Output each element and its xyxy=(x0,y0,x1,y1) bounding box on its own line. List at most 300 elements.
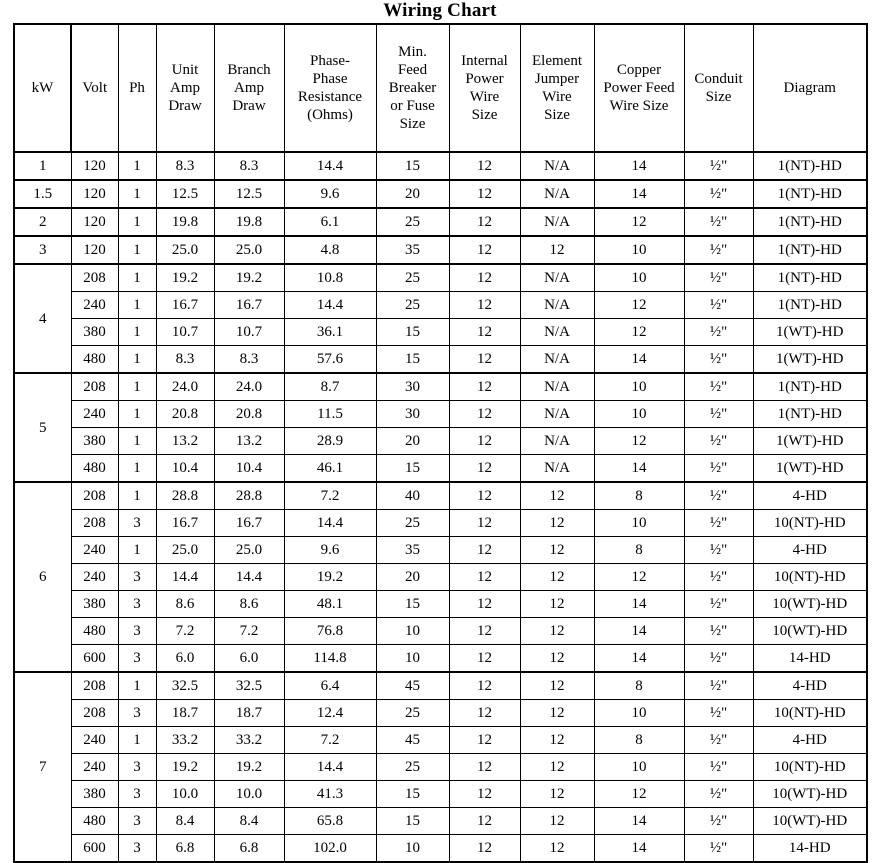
cell-conduit-size xyxy=(684,618,753,645)
cell-branch-amp-draw: 32.5 xyxy=(214,672,284,700)
conduit-size-value: ½" xyxy=(709,840,728,856)
cell-min-feed-breaker-or-fuse-size: 15 xyxy=(376,455,449,483)
cell-phase: 1 xyxy=(118,264,156,292)
cell-min-feed-breaker-or-fuse-size: 25 xyxy=(376,292,449,319)
table-row xyxy=(14,700,867,727)
cell-internal-power-wire-size: 12 xyxy=(449,835,520,863)
cell-internal-power-wire-size: 12 xyxy=(449,618,520,645)
cell-conduit-size xyxy=(684,373,753,401)
cell-phase: 3 xyxy=(118,618,156,645)
cell-element-jumper-wire-size: N/A xyxy=(520,319,594,346)
conduit-size-value: ½" xyxy=(709,678,728,694)
conduit-size-value: ½" xyxy=(709,732,728,748)
cell-branch-amp-draw: 8.3 xyxy=(214,346,284,374)
cell-phase-phase-resistance: 14.4 xyxy=(284,292,376,319)
cell-min-feed-breaker-or-fuse-size: 15 xyxy=(376,346,449,374)
conduit-size-value: ½" xyxy=(709,406,728,422)
cell-branch-amp-draw: 10.4 xyxy=(214,455,284,483)
cell-element-jumper-wire-size: N/A xyxy=(520,428,594,455)
cell-phase: 1 xyxy=(118,401,156,428)
column-header-label: Diagram xyxy=(783,80,836,96)
cell-copper-power-feed-wire-size: 14 xyxy=(594,152,684,180)
conduit-size-value: ½" xyxy=(709,759,728,775)
cell-branch-amp-draw: 14.4 xyxy=(214,564,284,591)
table-row xyxy=(14,537,867,564)
page-title: Wiring Chart xyxy=(383,0,497,21)
cell-internal-power-wire-size: 12 xyxy=(449,482,520,510)
cell-conduit-size xyxy=(684,264,753,292)
cell-phase: 1 xyxy=(118,152,156,180)
cell-copper-power-feed-wire-size: 8 xyxy=(594,672,684,700)
cell-copper-power-feed-wire-size: 12 xyxy=(594,428,684,455)
cell-phase: 1 xyxy=(118,236,156,264)
cell-conduit-size xyxy=(684,346,753,374)
cell-unit-amp-draw: 24.0 xyxy=(156,373,214,401)
cell-internal-power-wire-size: 12 xyxy=(449,591,520,618)
cell-volt: 380 xyxy=(71,319,118,346)
header-row xyxy=(14,24,867,152)
cell-min-feed-breaker-or-fuse-size: 25 xyxy=(376,754,449,781)
cell-internal-power-wire-size: 12 xyxy=(449,152,520,180)
column-header-label: Min. Feed Breaker or Fuse Size xyxy=(388,44,437,132)
table-row xyxy=(14,618,867,645)
cell-element-jumper-wire-size: N/A xyxy=(520,455,594,483)
cell-min-feed-breaker-or-fuse-size: 15 xyxy=(376,152,449,180)
conduit-size-value: ½" xyxy=(709,351,728,367)
cell-phase-phase-resistance: 14.4 xyxy=(284,152,376,180)
cell-min-feed-breaker-or-fuse-size: 35 xyxy=(376,537,449,564)
table-header xyxy=(14,24,867,152)
column-header-unit-amp-draw xyxy=(156,24,214,152)
table-row xyxy=(14,645,867,673)
table-row xyxy=(14,564,867,591)
cell-min-feed-breaker-or-fuse-size: 25 xyxy=(376,700,449,727)
table-row xyxy=(14,236,867,264)
cell-phase-phase-resistance: 19.2 xyxy=(284,564,376,591)
cell-min-feed-breaker-or-fuse-size: 25 xyxy=(376,264,449,292)
conduit-size-value: ½" xyxy=(709,786,728,802)
cell-internal-power-wire-size: 12 xyxy=(449,208,520,236)
cell-phase-phase-resistance: 10.8 xyxy=(284,264,376,292)
cell-internal-power-wire-size: 12 xyxy=(449,510,520,537)
cell-min-feed-breaker-or-fuse-size: 15 xyxy=(376,781,449,808)
cell-internal-power-wire-size: 12 xyxy=(449,236,520,264)
cell-phase: 3 xyxy=(118,591,156,618)
cell-element-jumper-wire-size: 12 xyxy=(520,236,594,264)
cell-kw: 3 xyxy=(14,236,71,264)
cell-phase: 1 xyxy=(118,727,156,754)
table-row xyxy=(14,180,867,208)
cell-phase-phase-resistance: 65.8 xyxy=(284,808,376,835)
cell-diagram: 1(WT)-HD xyxy=(753,319,867,346)
cell-copper-power-feed-wire-size: 10 xyxy=(594,510,684,537)
cell-phase: 1 xyxy=(118,346,156,374)
cell-kw: 2 xyxy=(14,208,71,236)
cell-phase: 3 xyxy=(118,645,156,673)
cell-conduit-size xyxy=(684,754,753,781)
table-row xyxy=(14,208,867,236)
cell-min-feed-breaker-or-fuse-size: 45 xyxy=(376,727,449,754)
cell-branch-amp-draw: 13.2 xyxy=(214,428,284,455)
cell-copper-power-feed-wire-size: 12 xyxy=(594,319,684,346)
column-header-label: Conduit Size xyxy=(694,71,743,105)
cell-element-jumper-wire-size: 12 xyxy=(520,564,594,591)
cell-conduit-size xyxy=(684,727,753,754)
conduit-size-value: ½" xyxy=(709,379,728,395)
cell-branch-amp-draw: 7.2 xyxy=(214,618,284,645)
column-header-conduit-size xyxy=(684,24,753,152)
column-header-label: Copper Power Feed Wire Size xyxy=(603,62,675,114)
conduit-size-value: ½" xyxy=(709,596,728,612)
cell-diagram: 10(WT)-HD xyxy=(753,591,867,618)
cell-internal-power-wire-size: 12 xyxy=(449,455,520,483)
cell-phase: 3 xyxy=(118,700,156,727)
cell-min-feed-breaker-or-fuse-size: 15 xyxy=(376,319,449,346)
cell-diagram: 1(WT)-HD xyxy=(753,428,867,455)
table-row xyxy=(14,835,867,863)
cell-phase-phase-resistance: 11.5 xyxy=(284,401,376,428)
cell-kw: 4 xyxy=(14,264,71,373)
cell-copper-power-feed-wire-size: 10 xyxy=(594,373,684,401)
conduit-size-value: ½" xyxy=(709,324,728,340)
cell-element-jumper-wire-size: 12 xyxy=(520,618,594,645)
cell-internal-power-wire-size: 12 xyxy=(449,428,520,455)
cell-unit-amp-draw: 8.4 xyxy=(156,808,214,835)
cell-min-feed-breaker-or-fuse-size: 15 xyxy=(376,591,449,618)
cell-diagram: 1(NT)-HD xyxy=(753,401,867,428)
cell-unit-amp-draw: 18.7 xyxy=(156,700,214,727)
cell-internal-power-wire-size: 12 xyxy=(449,564,520,591)
cell-phase: 1 xyxy=(118,672,156,700)
cell-min-feed-breaker-or-fuse-size: 35 xyxy=(376,236,449,264)
cell-phase: 3 xyxy=(118,510,156,537)
cell-internal-power-wire-size: 12 xyxy=(449,346,520,374)
cell-internal-power-wire-size: 12 xyxy=(449,264,520,292)
conduit-size-value: ½" xyxy=(709,186,728,202)
table-row xyxy=(14,152,867,180)
cell-internal-power-wire-size: 12 xyxy=(449,754,520,781)
cell-min-feed-breaker-or-fuse-size: 25 xyxy=(376,510,449,537)
cell-element-jumper-wire-size: N/A xyxy=(520,401,594,428)
column-header-label: kW xyxy=(31,80,54,96)
cell-phase: 1 xyxy=(118,180,156,208)
cell-volt: 480 xyxy=(71,455,118,483)
cell-phase-phase-resistance: 12.4 xyxy=(284,700,376,727)
cell-internal-power-wire-size: 12 xyxy=(449,672,520,700)
cell-branch-amp-draw: 16.7 xyxy=(214,292,284,319)
cell-diagram: 4-HD xyxy=(753,537,867,564)
cell-element-jumper-wire-size: 12 xyxy=(520,591,594,618)
cell-volt: 380 xyxy=(71,781,118,808)
conduit-size-value: ½" xyxy=(709,813,728,829)
cell-volt: 208 xyxy=(71,482,118,510)
cell-branch-amp-draw: 16.7 xyxy=(214,510,284,537)
cell-conduit-size xyxy=(684,401,753,428)
cell-min-feed-breaker-or-fuse-size: 10 xyxy=(376,645,449,673)
cell-conduit-size xyxy=(684,808,753,835)
cell-kw: 1.5 xyxy=(14,180,71,208)
cell-phase-phase-resistance: 46.1 xyxy=(284,455,376,483)
cell-conduit-size xyxy=(684,645,753,673)
cell-branch-amp-draw: 6.8 xyxy=(214,835,284,863)
cell-diagram: 1(NT)-HD xyxy=(753,236,867,264)
cell-phase-phase-resistance: 8.7 xyxy=(284,373,376,401)
cell-element-jumper-wire-size: 12 xyxy=(520,835,594,863)
conduit-size-value: ½" xyxy=(709,650,728,666)
column-header-label: Unit Amp Draw xyxy=(168,62,202,114)
column-header-label: Phase- Phase Resistance (Ohms) xyxy=(297,53,363,123)
conduit-size-value: ½" xyxy=(709,542,728,558)
cell-kw: 1 xyxy=(14,152,71,180)
conduit-size-value: ½" xyxy=(709,158,728,174)
wiring-chart-table xyxy=(13,23,868,863)
cell-conduit-size xyxy=(684,208,753,236)
table-body xyxy=(14,152,867,862)
column-header-phase-phase-resistance xyxy=(284,24,376,152)
cell-unit-amp-draw: 25.0 xyxy=(156,236,214,264)
cell-branch-amp-draw: 12.5 xyxy=(214,180,284,208)
cell-conduit-size xyxy=(684,672,753,700)
cell-volt: 600 xyxy=(71,835,118,863)
cell-volt: 240 xyxy=(71,401,118,428)
cell-volt: 240 xyxy=(71,754,118,781)
cell-phase: 1 xyxy=(118,373,156,401)
cell-phase: 3 xyxy=(118,564,156,591)
cell-phase-phase-resistance: 6.1 xyxy=(284,208,376,236)
cell-diagram: 10(WT)-HD xyxy=(753,808,867,835)
cell-element-jumper-wire-size: N/A xyxy=(520,346,594,374)
column-header-copper-power-feed-wire-size xyxy=(594,24,684,152)
cell-kw: 5 xyxy=(14,373,71,482)
column-header-diagram xyxy=(753,24,867,152)
cell-conduit-size xyxy=(684,591,753,618)
table-row xyxy=(14,808,867,835)
cell-diagram: 10(WT)-HD xyxy=(753,618,867,645)
cell-min-feed-breaker-or-fuse-size: 15 xyxy=(376,808,449,835)
cell-min-feed-breaker-or-fuse-size: 20 xyxy=(376,180,449,208)
table-row xyxy=(14,455,867,483)
column-header-branch-amp-draw xyxy=(214,24,284,152)
cell-internal-power-wire-size: 12 xyxy=(449,781,520,808)
cell-element-jumper-wire-size: 12 xyxy=(520,754,594,781)
cell-copper-power-feed-wire-size: 10 xyxy=(594,236,684,264)
cell-element-jumper-wire-size: N/A xyxy=(520,180,594,208)
cell-unit-amp-draw: 10.7 xyxy=(156,319,214,346)
cell-unit-amp-draw: 13.2 xyxy=(156,428,214,455)
column-header-min-feed-breaker-or-fuse-size xyxy=(376,24,449,152)
cell-element-jumper-wire-size: 12 xyxy=(520,700,594,727)
conduit-size-value: ½" xyxy=(709,297,728,313)
cell-internal-power-wire-size: 12 xyxy=(449,292,520,319)
cell-element-jumper-wire-size: N/A xyxy=(520,264,594,292)
cell-conduit-size xyxy=(684,835,753,863)
cell-diagram: 1(WT)-HD xyxy=(753,346,867,374)
conduit-size-value: ½" xyxy=(709,433,728,449)
cell-diagram: 4-HD xyxy=(753,482,867,510)
cell-unit-amp-draw: 8.3 xyxy=(156,152,214,180)
cell-volt: 208 xyxy=(71,264,118,292)
cell-element-jumper-wire-size: N/A xyxy=(520,292,594,319)
cell-element-jumper-wire-size: 12 xyxy=(520,482,594,510)
column-header-internal-power-wire-size xyxy=(449,24,520,152)
cell-branch-amp-draw: 18.7 xyxy=(214,700,284,727)
cell-volt: 208 xyxy=(71,700,118,727)
table-row xyxy=(14,591,867,618)
cell-copper-power-feed-wire-size: 12 xyxy=(594,564,684,591)
cell-element-jumper-wire-size: N/A xyxy=(520,373,594,401)
cell-phase-phase-resistance: 4.8 xyxy=(284,236,376,264)
cell-copper-power-feed-wire-size: 12 xyxy=(594,292,684,319)
conduit-size-value: ½" xyxy=(709,214,728,230)
cell-branch-amp-draw: 19.2 xyxy=(214,264,284,292)
column-header-label: Ph xyxy=(129,80,145,96)
cell-kw: 7 xyxy=(14,672,71,862)
cell-phase: 1 xyxy=(118,319,156,346)
cell-phase-phase-resistance: 36.1 xyxy=(284,319,376,346)
cell-unit-amp-draw: 16.7 xyxy=(156,510,214,537)
cell-branch-amp-draw: 19.2 xyxy=(214,754,284,781)
cell-volt: 480 xyxy=(71,618,118,645)
cell-conduit-size xyxy=(684,510,753,537)
cell-diagram: 14-HD xyxy=(753,645,867,673)
cell-internal-power-wire-size: 12 xyxy=(449,537,520,564)
cell-unit-amp-draw: 19.8 xyxy=(156,208,214,236)
cell-conduit-size xyxy=(684,236,753,264)
conduit-size-value: ½" xyxy=(709,705,728,721)
cell-phase-phase-resistance: 41.3 xyxy=(284,781,376,808)
cell-phase: 1 xyxy=(118,455,156,483)
cell-unit-amp-draw: 14.4 xyxy=(156,564,214,591)
cell-unit-amp-draw: 19.2 xyxy=(156,264,214,292)
cell-unit-amp-draw: 6.8 xyxy=(156,835,214,863)
cell-unit-amp-draw: 12.5 xyxy=(156,180,214,208)
cell-volt: 240 xyxy=(71,564,118,591)
cell-branch-amp-draw: 28.8 xyxy=(214,482,284,510)
conduit-size-value: ½" xyxy=(709,569,728,585)
cell-conduit-size xyxy=(684,319,753,346)
conduit-size-value: ½" xyxy=(709,460,728,476)
cell-phase: 3 xyxy=(118,781,156,808)
cell-volt: 380 xyxy=(71,591,118,618)
cell-min-feed-breaker-or-fuse-size: 10 xyxy=(376,618,449,645)
cell-diagram: 10(WT)-HD xyxy=(753,781,867,808)
cell-volt: 120 xyxy=(71,180,118,208)
wiring-chart-table-container xyxy=(13,23,866,863)
cell-branch-amp-draw: 10.0 xyxy=(214,781,284,808)
cell-conduit-size xyxy=(684,428,753,455)
cell-volt: 480 xyxy=(71,808,118,835)
cell-min-feed-breaker-or-fuse-size: 10 xyxy=(376,835,449,863)
cell-copper-power-feed-wire-size: 14 xyxy=(594,645,684,673)
cell-internal-power-wire-size: 12 xyxy=(449,700,520,727)
cell-internal-power-wire-size: 12 xyxy=(449,180,520,208)
conduit-size-value: ½" xyxy=(709,270,728,286)
cell-phase: 3 xyxy=(118,754,156,781)
cell-phase: 3 xyxy=(118,808,156,835)
cell-copper-power-feed-wire-size: 14 xyxy=(594,346,684,374)
cell-volt: 480 xyxy=(71,346,118,374)
cell-diagram: 1(WT)-HD xyxy=(753,455,867,483)
cell-conduit-size xyxy=(684,292,753,319)
cell-phase-phase-resistance: 9.6 xyxy=(284,537,376,564)
table-row xyxy=(14,319,867,346)
table-row xyxy=(14,373,867,401)
cell-conduit-size xyxy=(684,781,753,808)
cell-branch-amp-draw: 8.4 xyxy=(214,808,284,835)
cell-element-jumper-wire-size: 12 xyxy=(520,808,594,835)
cell-phase-phase-resistance: 7.2 xyxy=(284,727,376,754)
cell-diagram: 1(NT)-HD xyxy=(753,208,867,236)
cell-volt: 240 xyxy=(71,537,118,564)
cell-branch-amp-draw: 25.0 xyxy=(214,537,284,564)
cell-element-jumper-wire-size: 12 xyxy=(520,672,594,700)
column-header-element-jumper-wire-size xyxy=(520,24,594,152)
cell-volt: 240 xyxy=(71,292,118,319)
column-header-kw xyxy=(14,24,71,152)
cell-volt: 240 xyxy=(71,727,118,754)
cell-min-feed-breaker-or-fuse-size: 20 xyxy=(376,428,449,455)
cell-copper-power-feed-wire-size: 14 xyxy=(594,591,684,618)
cell-volt: 208 xyxy=(71,373,118,401)
cell-unit-amp-draw: 10.4 xyxy=(156,455,214,483)
cell-kw: 6 xyxy=(14,482,71,672)
cell-unit-amp-draw: 19.2 xyxy=(156,754,214,781)
column-header-phase xyxy=(118,24,156,152)
cell-copper-power-feed-wire-size: 14 xyxy=(594,835,684,863)
column-header-label: Volt xyxy=(82,80,108,96)
cell-unit-amp-draw: 8.6 xyxy=(156,591,214,618)
cell-phase-phase-resistance: 14.4 xyxy=(284,754,376,781)
cell-conduit-size xyxy=(684,482,753,510)
cell-phase: 1 xyxy=(118,292,156,319)
cell-diagram: 1(NT)-HD xyxy=(753,264,867,292)
cell-volt: 120 xyxy=(71,152,118,180)
cell-conduit-size xyxy=(684,700,753,727)
cell-copper-power-feed-wire-size: 8 xyxy=(594,482,684,510)
cell-branch-amp-draw: 33.2 xyxy=(214,727,284,754)
conduit-size-value: ½" xyxy=(709,488,728,504)
column-header-label: Internal Power Wire Size xyxy=(461,53,508,123)
cell-element-jumper-wire-size: N/A xyxy=(520,208,594,236)
table-row xyxy=(14,346,867,374)
cell-element-jumper-wire-size: 12 xyxy=(520,510,594,537)
cell-copper-power-feed-wire-size: 10 xyxy=(594,754,684,781)
cell-volt: 208 xyxy=(71,672,118,700)
cell-branch-amp-draw: 8.6 xyxy=(214,591,284,618)
conduit-size-value: ½" xyxy=(709,623,728,639)
cell-internal-power-wire-size: 12 xyxy=(449,373,520,401)
cell-unit-amp-draw: 16.7 xyxy=(156,292,214,319)
cell-branch-amp-draw: 10.7 xyxy=(214,319,284,346)
cell-diagram: 10(NT)-HD xyxy=(753,564,867,591)
cell-diagram: 10(NT)-HD xyxy=(753,700,867,727)
table-row xyxy=(14,264,867,292)
cell-conduit-size xyxy=(684,564,753,591)
cell-element-jumper-wire-size: 12 xyxy=(520,727,594,754)
cell-branch-amp-draw: 20.8 xyxy=(214,401,284,428)
cell-phase-phase-resistance: 14.4 xyxy=(284,510,376,537)
cell-internal-power-wire-size: 12 xyxy=(449,808,520,835)
cell-min-feed-breaker-or-fuse-size: 40 xyxy=(376,482,449,510)
cell-phase-phase-resistance: 28.9 xyxy=(284,428,376,455)
cell-unit-amp-draw: 20.8 xyxy=(156,401,214,428)
cell-unit-amp-draw: 25.0 xyxy=(156,537,214,564)
column-header-label: Branch Amp Draw xyxy=(227,62,271,114)
cell-unit-amp-draw: 28.8 xyxy=(156,482,214,510)
table-row xyxy=(14,292,867,319)
cell-diagram: 1(NT)-HD xyxy=(753,152,867,180)
cell-min-feed-breaker-or-fuse-size: 30 xyxy=(376,401,449,428)
